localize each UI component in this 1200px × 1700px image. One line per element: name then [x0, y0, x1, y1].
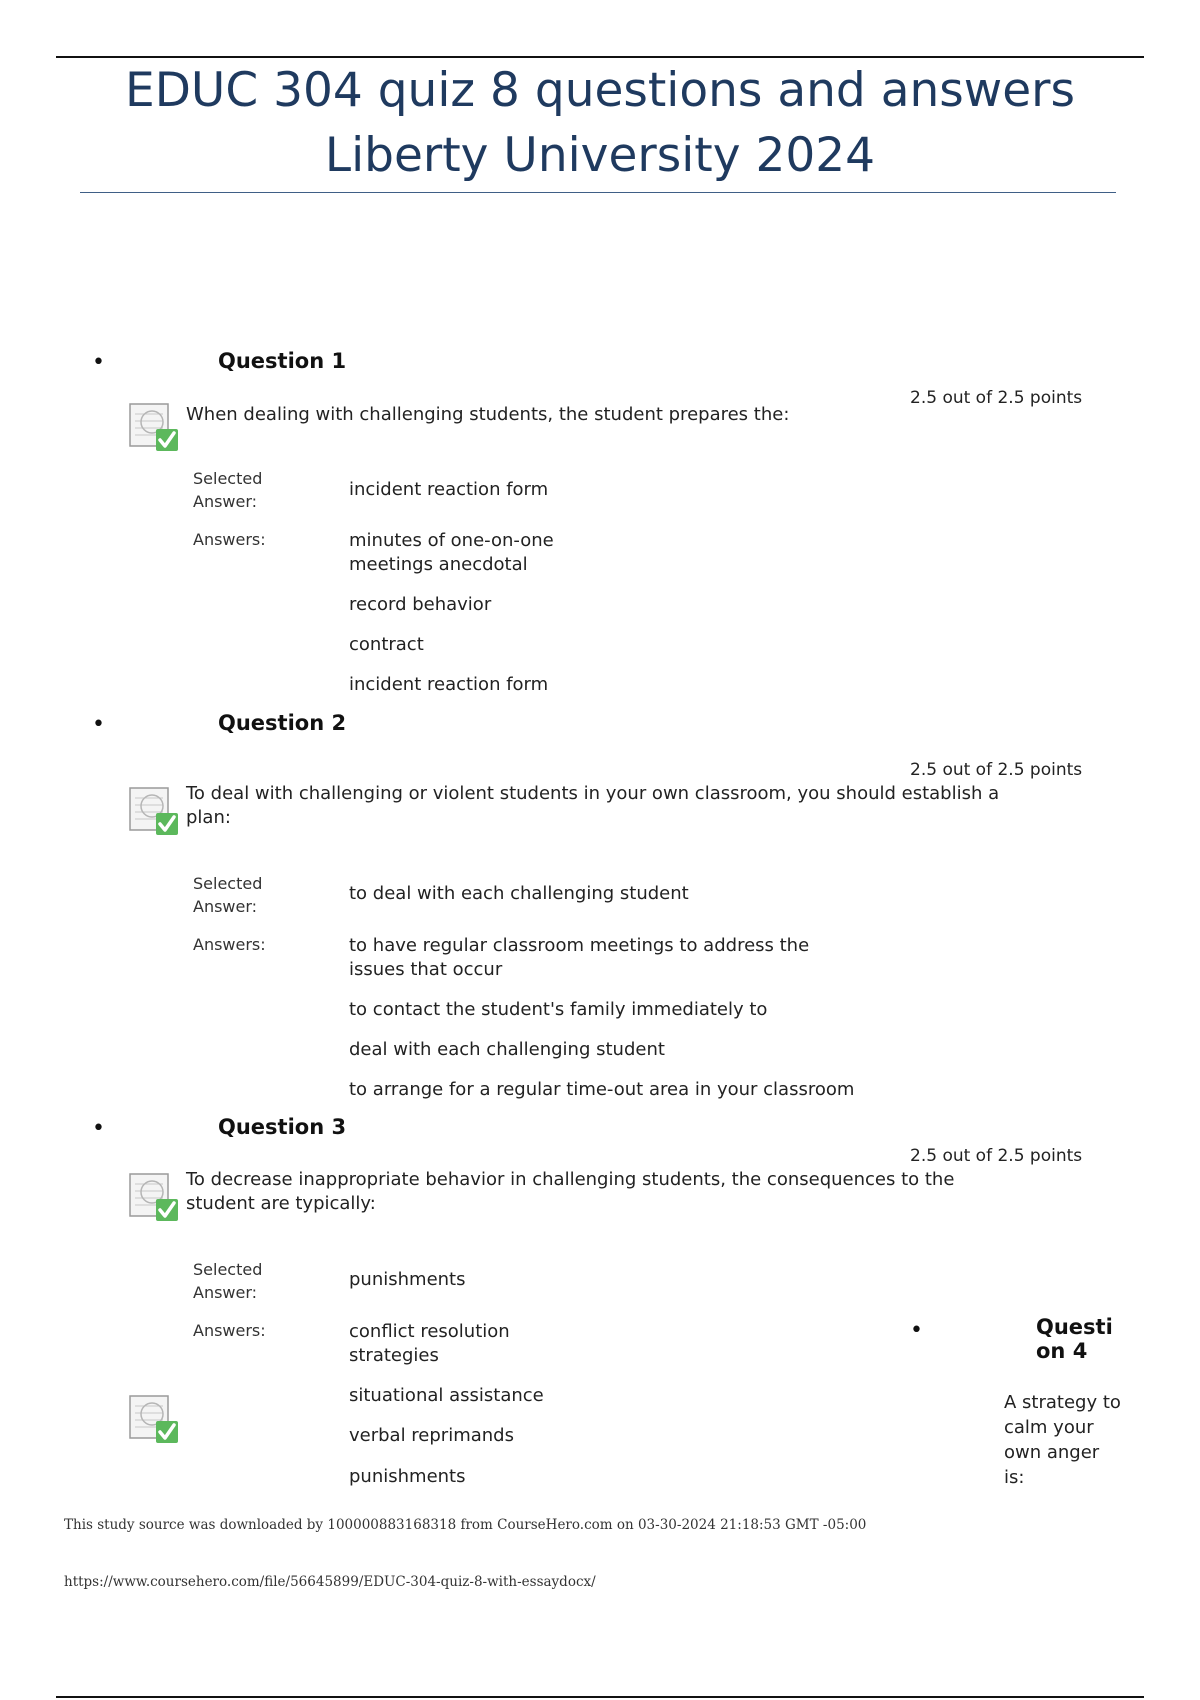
selected-answer-label: Selected Answer: — [193, 1260, 263, 1302]
answer-option: incident reaction form — [349, 674, 549, 695]
answer-option: to have regular classroom meetings to address the issues that occur — [349, 935, 810, 980]
bullet: • — [92, 712, 105, 737]
answer-option: deal with each challenging student — [349, 1039, 665, 1060]
document-title: EDUC 304 quiz 8 questions and answers Liberty University 2024 — [125, 63, 1075, 183]
answers-label: Answers: — [193, 530, 266, 549]
question-text: To deal with challenging or violent students in your own classroom, you should establish a plan: — [186, 783, 1000, 828]
correct-check-icon — [128, 1170, 180, 1224]
question-heading: Questi on 4 — [1036, 1315, 1113, 1363]
points-score: 2.5 out of 2.5 points — [910, 1146, 1083, 1166]
bottom-rule — [56, 1696, 1144, 1698]
points-score: 2.5 out of 2.5 points — [910, 760, 1083, 780]
selected-answer-label: Selected Answer: — [193, 469, 263, 511]
answer-option: minutes of one-on-one meetings anecdotal — [349, 530, 554, 575]
answer-option: conflict resolution strategies — [349, 1321, 510, 1366]
points-score: 2.5 out of 2.5 points — [910, 388, 1083, 408]
bullet: • — [92, 350, 105, 375]
selected-answer-label: Selected Answer: — [193, 874, 263, 916]
question-text: A strategy to calm your own anger is: — [1004, 1392, 1121, 1488]
correct-check-icon — [128, 1392, 180, 1446]
question-heading: Question 1 — [218, 349, 347, 373]
answers-label: Answers: — [193, 1321, 266, 1340]
question-heading: Question 3 — [218, 1115, 347, 1139]
correct-check-icon — [128, 784, 180, 838]
selected-answer: punishments — [349, 1269, 466, 1290]
selected-answer: to deal with each challenging student — [349, 883, 689, 904]
answer-option: verbal reprimands — [349, 1425, 514, 1446]
download-note: This study source was downloaded by 100000883168318 from CourseHero.com on 03-30-2024 21:18:53 GMT -05:00 — [64, 1517, 867, 1533]
answer-option: punishments — [349, 1466, 466, 1487]
question-text: When dealing with challenging students, the student prepares the: — [186, 404, 790, 425]
correct-check-icon — [128, 400, 180, 454]
question-heading: Question 2 — [218, 711, 347, 735]
answer-option: to arrange for a regular time-out area in your classroom — [349, 1079, 855, 1100]
answers-label: Answers: — [193, 935, 266, 954]
selected-answer: incident reaction form — [349, 479, 549, 500]
bullet: • — [910, 1318, 923, 1343]
answer-option: situational assistance — [349, 1385, 544, 1406]
answer-option: record behavior — [349, 594, 492, 615]
answer-option: to contact the student's family immediately to — [349, 999, 768, 1020]
answer-option: contract — [349, 634, 424, 655]
bullet: • — [92, 1116, 105, 1141]
title-underline — [80, 192, 1116, 193]
question-text: To decrease inappropriate behavior in challenging students, the consequences to the student are typically: — [186, 1169, 955, 1214]
source-url[interactable]: https://www.coursehero.com/file/56645899/EDUC-304-quiz-8-with-essaydocx/ — [64, 1574, 596, 1590]
